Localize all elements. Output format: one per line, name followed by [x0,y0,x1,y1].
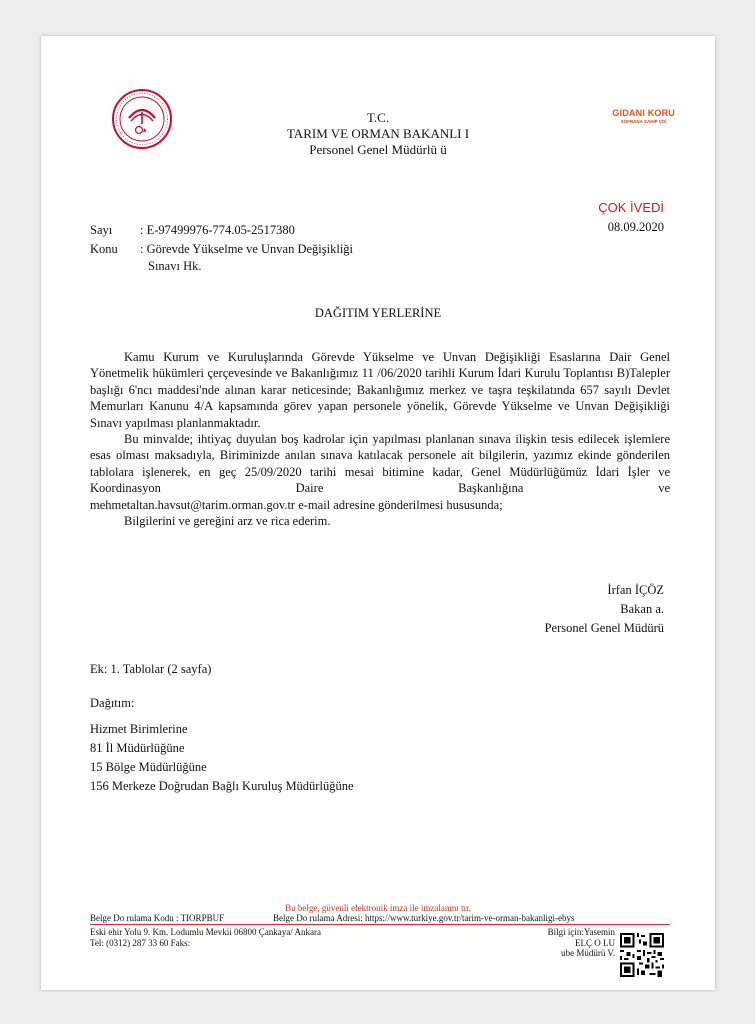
konu-label: Konu [90,242,118,256]
header-line-3: Personel Genel Müdürlü ü [309,142,447,157]
footer-address: Eski ehir Yolu 9. Km. Lodumlu Mevkii 06800 Çankaya/ Ankara [90,927,321,937]
paragraph-3: Bilgilerini ve gereğini arz ve rica ederim. [124,514,331,529]
letter-header [41,110,715,158]
logo-text: GIDANI KORU [612,108,675,118]
header-line-2: TARIM VE ORMAN BAKANLI I [286,126,470,141]
document-meta [90,222,490,272]
urgency-label: ÇOK İVEDİ [598,200,664,215]
footer-divider [90,924,670,925]
attachment-line: Ek: 1. Tablolar (2 sayfa) [90,662,212,676]
document-date: 08.09.2020 [607,220,664,234]
paragraph-2-email-line: mehmetaltan.havsut@tarim.orman.gov.tr e-mail adresine gönderilmesi hususunda; [90,497,503,512]
distribution-list [90,720,354,796]
signer-title-2: Personel Genel Müdürü [544,621,664,635]
signer-name: İrfan İÇÖZ [607,583,664,597]
esign-note: Bu belge, güvenli elektronik imza ile imzalanmı tır. [285,903,471,913]
distribution-label: Dağıtım: [90,696,135,710]
distribution-item: 81 İl Müdürlüğüne [90,741,185,755]
contact-info-3: ube Müdürü V. [561,948,615,958]
header-line-1: T.C. [366,110,390,125]
verify-address: Belge Do rulama Adresi: https://www.turkiye.gov.tr/tarim-ve-orman-bakanligi-ebys [273,913,575,923]
signature-block [545,581,664,638]
konu-value-line-1: : Görevde Yükselme ve Unvan Değişikliği [140,242,354,256]
qr-code-icon [620,933,664,977]
contact-info-2: ELÇ O LU [575,937,615,948]
sayi-value: : E-97499976-774.05-2517380 [140,223,295,237]
sayi-label: Sayı [90,223,113,237]
signer-title-1: Bakan a. [620,602,664,616]
konu-value-line-2: Sınavı Hk. [148,259,202,273]
distribution-item: Hizmet Birimlerine [90,722,188,736]
document-page [41,36,715,990]
contact-info-1: Bilgi için:Yasemin [547,927,615,937]
verify-code: Belge Do rulama Kodu : TIORPBUF [90,913,225,923]
distribution-item: 156 Merkeze Doğrudan Bağlı Kuruluş Müdürlüğüne [90,779,354,793]
body-text [90,349,670,529]
logo-subtext: SOFRANA SAHİP ÇIK [620,119,667,124]
paragraph-1: Kamu Kurum ve Kuruluşlarında Görevde Yükselme ve Unvan Değişikliği Esaslarına Dair Genel Yönetmelik hükümleri çerçevesinde ve Bakanlığımız 11 /06/2020 tarihli Kurum İdari Kurulu Toplantısı B)Talepler başlığı 6'ncı maddesi'nde alınan karar neticesinde; Bakanlığımız merkez ve taşra teşkilatında 657 sayılı Devlet Memurları Kanunu 4/A kapsamında görev yapan personele yönelik, Görevde Yükselme ve Unvan Değişikliği Sınavı yapılması planlanmaktadır. [90,350,670,430]
paragraph-2: Bu minvalde; ihtiyaç duyulan boş kadrolar için yapılması planlanan sınava ilişkin tesis edilecek işlemlere esas olması maksadıyla, Biriminizde anılan sınava katılacak personele ait bilgilerin, yazımız ekinde gönderilen tablolara işlenerek, en geç 25/09/2020 tarihi mesai bitimine kadar, Genel Müdürlüğümüz İdari İşler ve Koordinasyon Daire Başkanlığına ve [90,432,670,496]
distribution-item: 15 Bölge Müdürlüğüne [90,760,207,774]
recipient-title: DAĞITIM YERLERİNE [314,306,442,320]
footer-contact [548,927,615,959]
footer-phone: Tel: (0312) 287 33 60 Faks: [90,938,191,948]
